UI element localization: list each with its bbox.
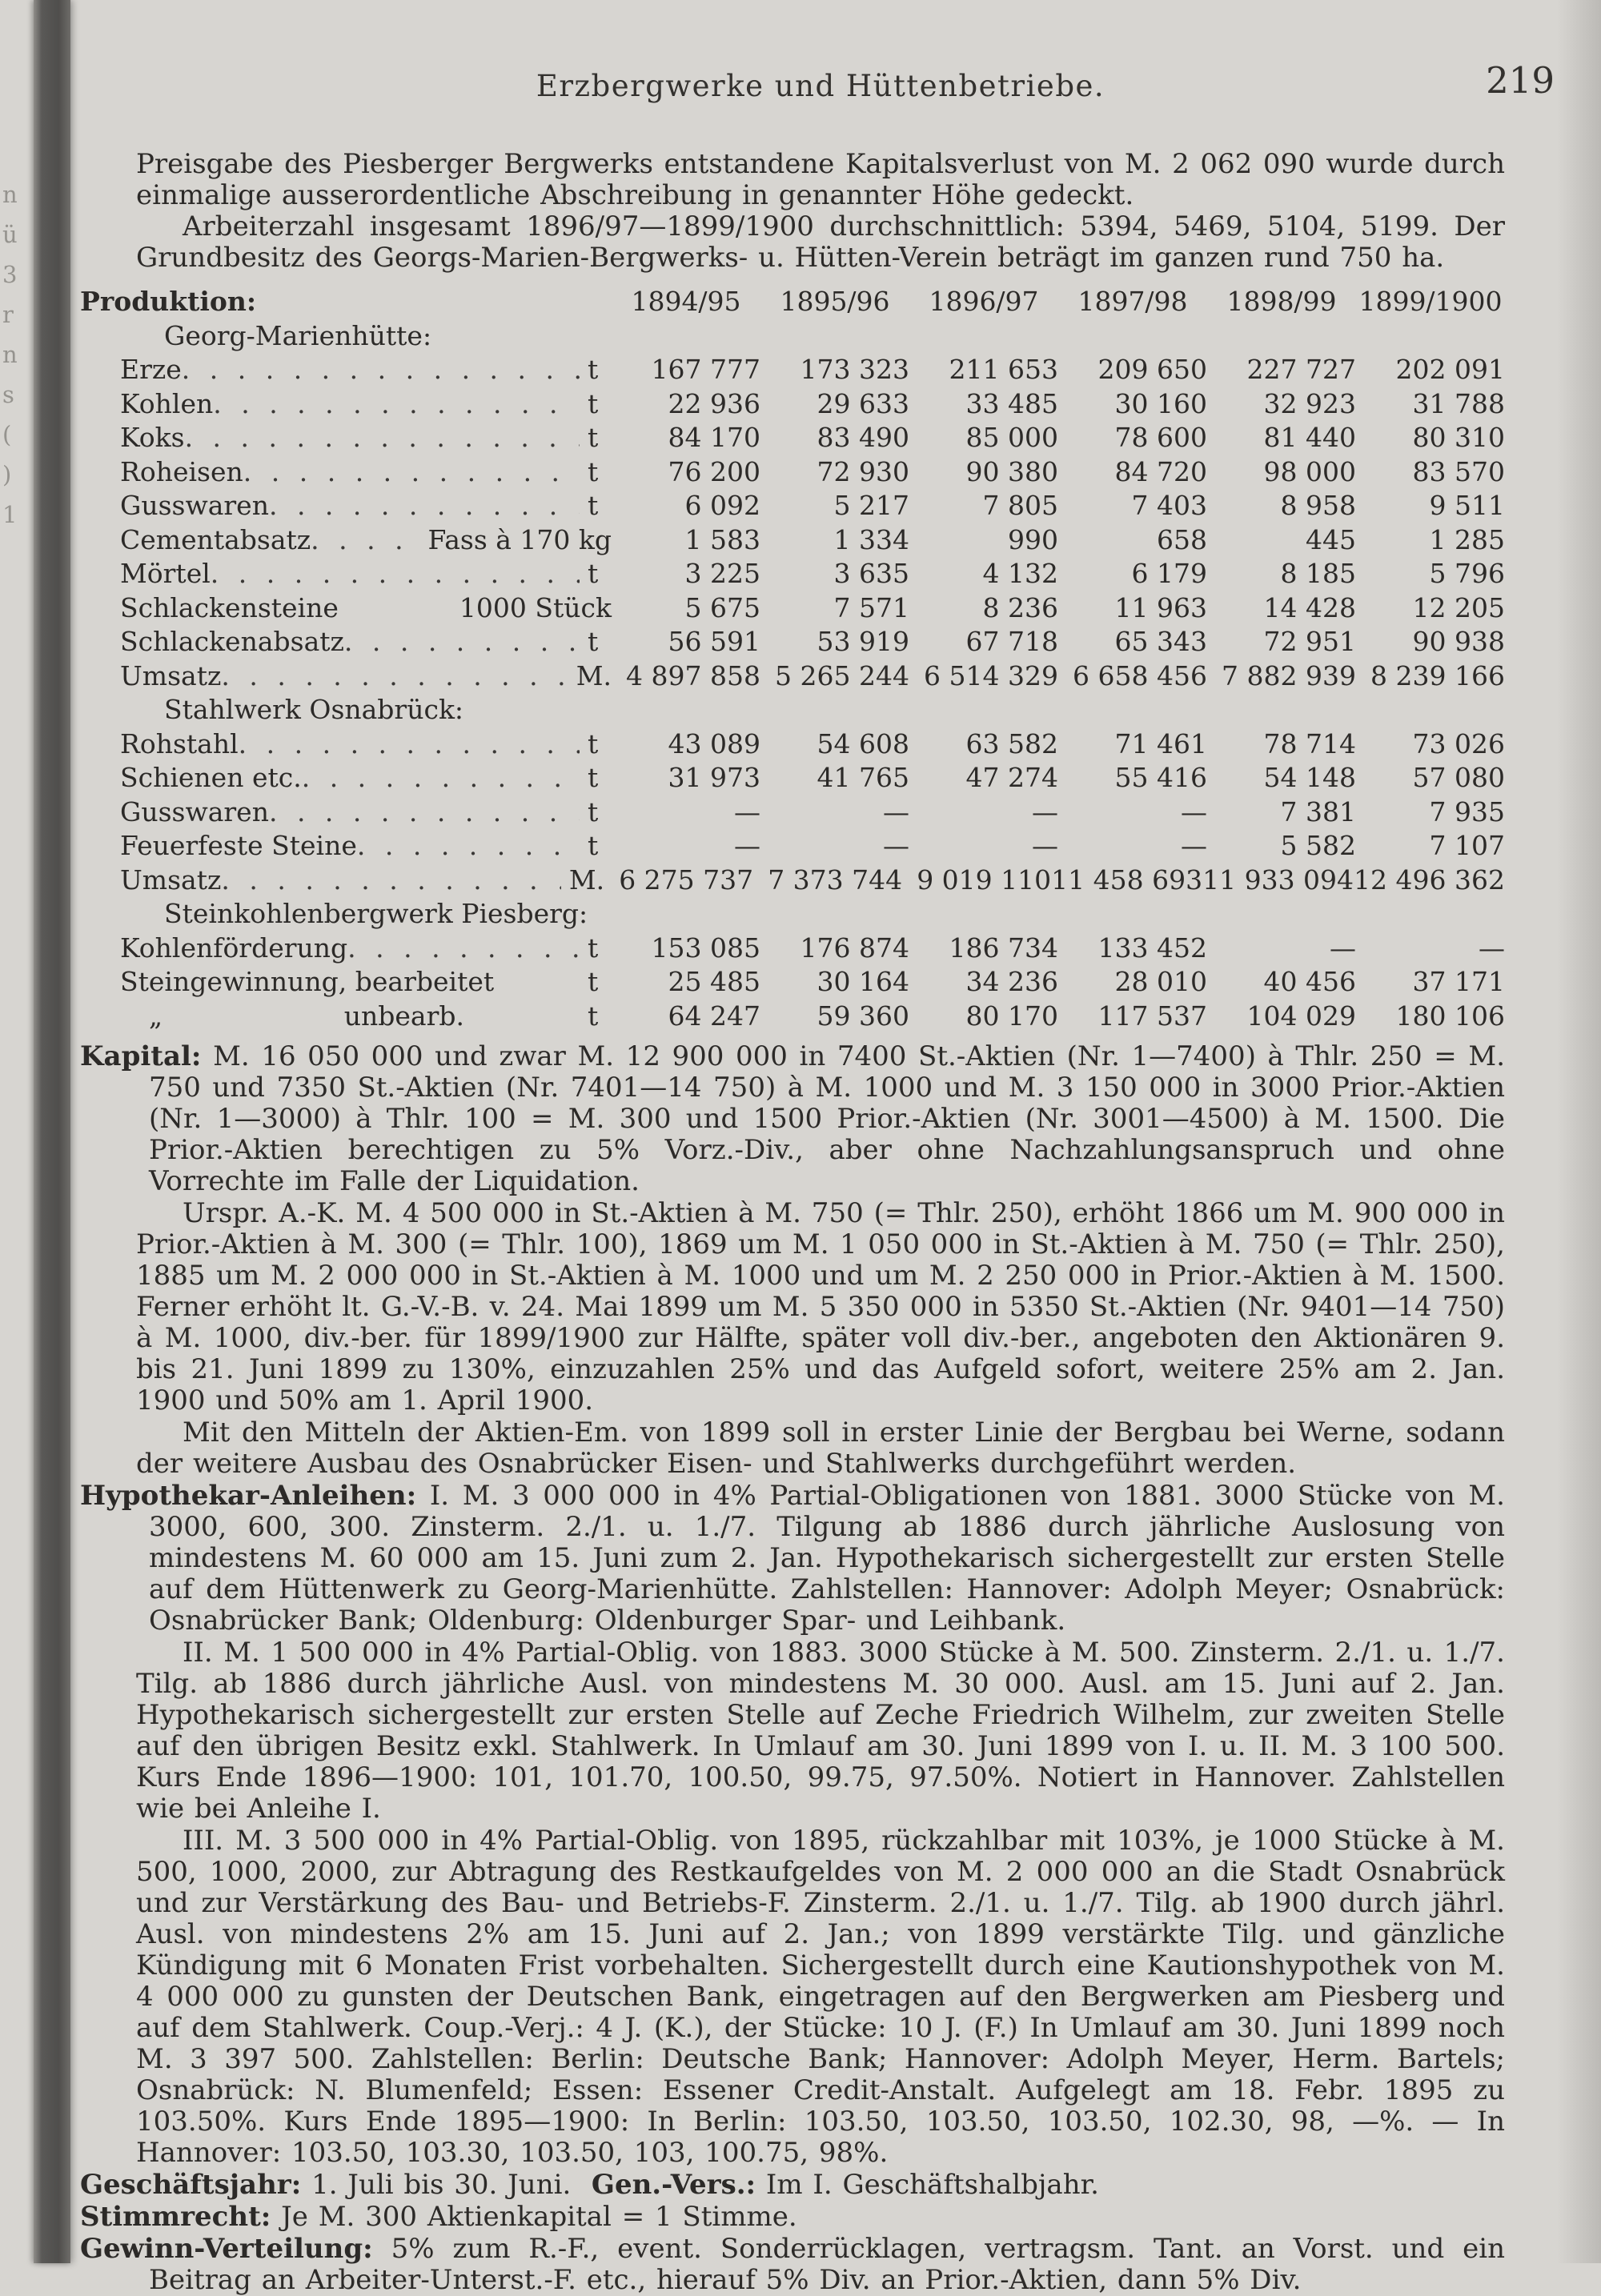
value-cell: 167 777 (651, 354, 760, 385)
value-cell: 11 963 (1114, 591, 1207, 623)
value-cell: 7 571 (833, 591, 909, 623)
value-cell: 29 633 (817, 387, 909, 419)
leader-dots (357, 829, 580, 864)
value-cell: 990 (1008, 523, 1058, 555)
gewinn-verteilung-paragraph (80, 2233, 1506, 2296)
value-cell: — (734, 795, 760, 827)
value-cell: 84 170 (668, 422, 760, 453)
value-cell: 658 (1157, 523, 1207, 555)
value-cell: 9 019 110 (917, 864, 1052, 896)
leader-dots (221, 659, 568, 694)
value-cell: 30 164 (817, 966, 909, 997)
row-label: Rohstahl (120, 727, 239, 759)
value-cell: 1 285 (1429, 523, 1505, 555)
leader-dots (302, 761, 580, 795)
value-cell: 176 874 (800, 932, 909, 964)
leader-dots (243, 455, 580, 490)
row-unit: t (588, 422, 599, 453)
row-unit: t (588, 558, 599, 589)
row-unit: t (588, 932, 599, 964)
row-unit: M. (576, 659, 612, 691)
row-label: Schienen etc. (120, 762, 302, 793)
value-cell: 30 160 (1114, 387, 1207, 419)
value-cell: — (883, 795, 909, 827)
year-header: 1897/98 (1077, 286, 1188, 317)
bleed-mark: ( (2, 421, 12, 448)
value-cell: 6 092 (684, 490, 760, 521)
value-cell: 1 583 (684, 523, 760, 555)
value-cell: 78 600 (1114, 422, 1207, 453)
row-unit: t (588, 626, 599, 657)
value-cell: 43 089 (668, 727, 760, 759)
value-cell: 8 236 (982, 591, 1058, 623)
hypothekar-label: Hypothekar-Anleihen: (80, 1480, 417, 1512)
leader-dots (185, 421, 580, 455)
value-cell: 117 537 (1097, 1000, 1207, 1032)
value-cell: 80 310 (1412, 422, 1505, 453)
leader-dots (211, 557, 580, 591)
value-cell: 54 148 (1263, 762, 1356, 793)
value-cell: — (1181, 830, 1207, 861)
value-cell: 7 381 (1280, 795, 1356, 827)
value-cell: 72 951 (1263, 626, 1356, 657)
table-row (120, 932, 1505, 966)
value-cell: — (883, 830, 909, 861)
hypothekar-anleihen-paragraph-3: III. M. 3 500 000 in 4% Partial-Oblig. von 1895, rückzahlbar mit 103%, je 1000 Stücke à M. 500, 1000, 2000, zur Abtragung des Restkaufgeldes von M. 2 000 000 an die Stadt Osnabrück und zur Verstärkung des Bau- und Betriebs-F. Zinsterm. 2./1. u. 1./7. Tilg. ab 1900 durch jährl. Ausl. von mindestens 2% am 15. Juni auf 2. Jan.; von 1899 verstärkte Tilg. und gänzliche Kündigung mit 6 Monaten Frist vorbehalten. Sichergestellt durch eine Kautionshypothek von M. 4 000 000 zu gunsten der Deutschen Bank, eingetragen auf den Bergwerken am Piesberg und auf dem Stahlwerk. Coup.-Verj.: 4 J. (K.), der Stücke: 10 J. (F.) In Umlauf am 30. Juni 1899 noch M. 3 397 500. Zahlstellen: Berlin: Deutsche Bank; Hannover: Adolph Meyer, Herm. Bartels; Osnabrück: N. Blumenfeld; Essen: Essener Credit-Anstalt. Aufgelegt am 18. Febr. 1895 zu 103.50%. Kurs Ende 1895—1900: In Berlin: 103.50, 103.50, 103.50, 102.30, 98, —%. — In Hannover: 103.50, 103.30, 103.50, 103, 100.75, 98%. (136, 1825, 1505, 2169)
value-cell: 11 933 094 (1202, 864, 1354, 896)
ditto-mark: „ (149, 1000, 163, 1032)
row-label: Steingewinnung, bearbeitet (120, 966, 495, 997)
page-bleedthrough-marks (2, 181, 30, 528)
value-cell: 209 650 (1097, 354, 1207, 385)
row-label-suffix: unbearb. (343, 1000, 464, 1032)
value-cell: 8 185 (1280, 558, 1356, 589)
row-label: Mörtel (120, 558, 211, 589)
value-cell: 56 591 (668, 626, 760, 657)
value-cell: 5 796 (1429, 558, 1505, 589)
value-cell: 14 428 (1263, 591, 1356, 623)
value-cell: 71 461 (1114, 727, 1207, 759)
value-cell: 104 029 (1246, 1000, 1356, 1032)
table-row (120, 523, 1505, 558)
bleed-mark: ) (2, 461, 12, 488)
value-cell: 83 490 (817, 422, 909, 453)
table-section-heading: Steinkohlenbergwerk Piesberg: (164, 898, 588, 929)
value-cell: — (1330, 932, 1356, 964)
table-row (120, 489, 1505, 523)
value-cell: 85 000 (965, 422, 1058, 453)
value-cell: 78 714 (1263, 727, 1356, 759)
binding-shadow-bar (34, 0, 70, 2263)
value-cell: 7 882 939 (1222, 659, 1356, 691)
row-label (120, 1000, 464, 1034)
row-unit: t (588, 354, 599, 385)
value-cell: 5 675 (684, 591, 760, 623)
genvers-text: Im I. Geschäftshalbjahr. (765, 2169, 1099, 2201)
value-cell: 81 440 (1263, 422, 1356, 453)
bleed-mark: 1 (2, 501, 18, 528)
value-cell: 7 805 (982, 490, 1058, 521)
row-unit: 1000 Stück (459, 591, 612, 623)
value-cell: 83 570 (1412, 455, 1505, 487)
row-unit: t (588, 727, 599, 759)
table-row (120, 965, 1505, 1000)
value-cell: 80 170 (965, 1000, 1058, 1032)
bleed-mark: 3 (2, 261, 18, 288)
stimmrecht-label: Stimmrecht: (80, 2201, 271, 2233)
row-label: Feuerfeste Steine (120, 830, 357, 861)
table-row (120, 455, 1505, 490)
value-cell: — (734, 830, 760, 861)
running-title: Erzbergwerke und Hüttenbetriebe. (536, 69, 1105, 103)
table-row (120, 829, 1505, 864)
row-unit: t (588, 1000, 599, 1032)
value-cell: 47 274 (965, 762, 1058, 793)
row-label: Gusswaren (120, 490, 269, 521)
value-cell: 6 179 (1131, 558, 1207, 589)
gewinn-verteilung-text: 5% zum R.-F., event. Sonderrücklagen, vertragsm. Tant. an Vorst. und ein Beitrag an Arbeiter-Unterst.-F. etc., hierauf 5% Div. an Prior.-Aktien, dann 5% Div. (149, 2233, 1506, 2296)
table-row (120, 421, 1505, 455)
value-cell: 3 225 (684, 558, 760, 589)
value-cell: 25 485 (668, 966, 760, 997)
table-row (120, 557, 1505, 591)
table-row (120, 625, 1505, 659)
row-unit: t (588, 455, 599, 487)
value-cell: 32 923 (1263, 387, 1356, 419)
leader-dots (213, 387, 580, 422)
value-cell: 5 265 244 (775, 659, 909, 691)
value-cell: 211 653 (949, 354, 1058, 385)
row-unit: t (588, 490, 599, 521)
year-header: 1894/95 (631, 286, 741, 317)
row-unit: t (588, 966, 599, 997)
page-number: 219 (1486, 59, 1555, 102)
kapital-paragraph (80, 1040, 1506, 1197)
kapital-text: M. 16 050 000 und zwar M. 12 900 000 in 7400 St.-Aktien (Nr. 1—7400) à Thlr. 250 = M. 750 und 7350 St.-Aktien (Nr. 7401—14 750) à M. 1000 und M. 3 150 000 in 3000 Prior.-Aktien (Nr. 1—3000) à Thlr. 100 = M. 300 und 1500 Prior.-Aktien (Nr. 3001—4500) à M. 1500. Die Prior.-Aktien berechtigen zu 5% Vorz.-Div., aber ohne Nachzahlungsanspruch und ohne Vorrechte im Falle der Liquidation. (149, 1040, 1506, 1197)
table-row (120, 727, 1505, 762)
hypothekar-anleihen-paragraph-1 (80, 1480, 1505, 1637)
geschaeftsjahr-paragraph (80, 2169, 1505, 2201)
value-cell: 59 360 (817, 1000, 909, 1032)
gewinn-verteilung-label: Gewinn-Verteilung: (80, 2233, 373, 2265)
row-unit: M. (568, 864, 605, 896)
value-cell: 31 973 (668, 762, 760, 793)
row-label: Cementabsatz (120, 523, 311, 555)
row-label: Umsatz (120, 659, 222, 691)
kapital-label: Kapital: (80, 1040, 202, 1072)
value-cell: 41 765 (817, 762, 909, 793)
value-cell: 202 091 (1395, 354, 1505, 385)
value-cell: 84 720 (1114, 455, 1207, 487)
value-cell: 90 380 (965, 455, 1058, 487)
row-label: Umsatz (120, 864, 222, 896)
genvers-label: Gen.-Vers.: (591, 2169, 756, 2201)
value-cell: 6 514 329 (924, 659, 1058, 691)
table-header-row (80, 285, 1505, 319)
row-label: Roheisen (120, 455, 243, 487)
page-header (136, 48, 1555, 122)
value-cell: 186 734 (949, 932, 1058, 964)
value-cell: 57 080 (1412, 762, 1505, 793)
intro-paragraph-2: Arbeiterzahl insgesamt 1896/97—1899/1900 durchschnittlich: 5394, 5469, 5104, 5199. Der Grundbesitz des Georgs-Marien-Bergwerks- u. Hütten-Verein beträgt im ganzen rund 750 ha. (136, 210, 1505, 274)
row-label: Kohlen (120, 387, 214, 419)
value-cell: 55 416 (1114, 762, 1207, 793)
row-label: Schlackensteine (120, 591, 339, 623)
year-header: 1899/1900 (1358, 286, 1503, 317)
value-cell: — (1032, 830, 1058, 861)
value-cell: — (1479, 932, 1505, 964)
row-unit: t (588, 387, 599, 419)
table-row (120, 387, 1505, 422)
table-row (120, 1000, 1505, 1034)
value-cell: 12 205 (1412, 591, 1505, 623)
row-unit: t (588, 795, 599, 827)
value-cell: 6 275 737 (619, 864, 754, 896)
year-header: 1895/96 (780, 286, 890, 317)
value-cell: 8 239 166 (1370, 659, 1505, 691)
leader-dots (182, 353, 580, 387)
value-cell: 6 658 456 (1073, 659, 1207, 691)
value-cell: 4 897 858 (626, 659, 760, 691)
value-cell: 5 217 (833, 490, 909, 521)
table-section-heading: Stahlwerk Osnabrück: (164, 694, 464, 725)
geschaeftsjahr-label: Geschäftsjahr: (80, 2169, 302, 2201)
value-cell: 227 727 (1246, 354, 1356, 385)
table-row (120, 591, 1505, 626)
value-cell: 7 373 744 (768, 864, 903, 896)
value-cell: 22 936 (668, 387, 760, 419)
value-cell: 73 026 (1412, 727, 1505, 759)
value-cell: 12 496 362 (1354, 864, 1505, 896)
page-content (80, 48, 1555, 2296)
geschaeftsjahr-text: 1. Juli bis 30. Juni. (311, 2169, 572, 2201)
value-cell: 65 343 (1114, 626, 1207, 657)
intro-paragraph-1: Preisgabe des Piesberger Bergwerks entstandene Kapitalsverlust von M. 2 062 090 wurde durch einmalige ausserordentliche Abschreibung in genannter Höhe gedeckt. (136, 148, 1505, 211)
table-section-heading: Georg-Marienhütte: (164, 319, 432, 351)
value-cell: 7 107 (1429, 830, 1505, 861)
row-unit: Fass à 170 kg (427, 523, 612, 555)
value-cell: 7 935 (1429, 795, 1505, 827)
bleed-mark: n (2, 181, 18, 208)
row-label: Erze (120, 354, 182, 385)
hypothekar-anleihen-paragraph-2: II. M. 1 500 000 in 4% Partial-Oblig. von 1883. 3000 Stücke à M. 500. Zinsterm. 2./1. u. 1./7. Tilg. ab 1886 durch jährliche Ausl. von mindestens M. 30 000. Ausl. am 15. Juni auf 2. Jan. Hypothekarisch sichergestellt zur ersten Stelle auf Zeche Friedrich Wilhelm, zur zweiten Stelle auf den übrigen Besitz exkl. Stahlwerk. In Umlauf am 30. Juni 1899 von I. u. II. M. 3 100 500. Kurs Ende 1896—1900: 101, 101.70, 100.50, 99.75, 97.50%. Notiert in Hannover. Zahlstellen wie bei Anleihe I. (136, 1637, 1505, 1825)
urspr-paragraph: Urspr. A.-K. M. 4 500 000 in St.-Aktien à M. 750 (= Thlr. 250), erhöht 1866 um M. 900 000 in Prior.-Aktien à M. 300 (= Thlr. 100), 1869 um M. 1 050 000 in St.-Aktien à M. 750 (= Thlr. 250), 1885 um M. 2 000 000 in St.-Aktien à M. 1000 und um M. 2 250 000 in Prior.-Aktien à M. 1500. Ferner erhöht lt. G.-V.-B. v. 24. Mai 1899 um M. 5 350 000 in 5350 St.-Aktien (Nr. 9401—14 750) à M. 1000, div.-ber. für 1899/1900 zur Hälfte, später voll div.-ber., angeboten den Aktionären 9. bis 21. Juni 1899 zu 130%, einzuzahlen 25% und das Aufgeld sofort, weitere 25% am 2. Jan. 1900 und 50% am 1. April 1900. (136, 1197, 1505, 1416)
value-cell: 54 608 (817, 727, 909, 759)
value-cell: 34 236 (965, 966, 1058, 997)
value-cell: 63 582 (965, 727, 1058, 759)
leader-dots (269, 489, 580, 523)
table-row (120, 864, 1505, 898)
value-cell: 33 485 (965, 387, 1058, 419)
text-sections (80, 1040, 1506, 2296)
value-cell: 37 171 (1412, 966, 1505, 997)
value-cell: 133 452 (1097, 932, 1207, 964)
table-row (120, 659, 1505, 694)
value-cell: 98 000 (1263, 455, 1356, 487)
bleed-mark: ü (2, 221, 18, 248)
row-label: Schlackenabsatz (120, 626, 344, 657)
leader-dots (311, 523, 419, 558)
value-cell: 11 458 693 (1051, 864, 1203, 896)
value-cell: 180 106 (1395, 1000, 1505, 1032)
value-cell: 72 930 (817, 455, 909, 487)
leader-dots (221, 864, 560, 898)
stimmrecht-text: Je M. 300 Aktienkapital = 1 Stimme. (281, 2201, 797, 2233)
value-cell: 4 132 (982, 558, 1058, 589)
bleed-mark: r (2, 301, 14, 328)
leader-dots (347, 932, 580, 966)
leader-dots (269, 795, 580, 830)
table-row (120, 761, 1505, 795)
year-header: 1898/99 (1226, 286, 1337, 317)
table-row (120, 353, 1505, 387)
value-cell: — (1032, 795, 1058, 827)
bleed-mark: s (2, 381, 14, 408)
value-cell: 3 635 (833, 558, 909, 589)
value-cell: 445 (1306, 523, 1356, 555)
value-cell: 173 323 (800, 354, 909, 385)
production-table (80, 285, 1505, 1033)
year-header: 1896/97 (929, 286, 1039, 317)
value-cell: 1 334 (833, 523, 909, 555)
row-unit: t (588, 762, 599, 793)
value-cell: 40 456 (1263, 966, 1356, 997)
hypothekar-text-1: I. M. 3 000 000 in 4% Partial-Obligationen von 1881. 3000 Stücke von M. 3000, 600, 300. Zinsterm. 2./1. u. 1./7. Tilgung ab 1886 durch jährliche Auslosung von mindestens M. 60 000 am 15. Juni zum 2. Jan. Hypothekarisch sichergestellt zur ersten Stelle auf dem Hüttenwerk zu Georg-Marienhütte. Zahlstellen: Hannover: Adolph Meyer; Osnabrück: Osnabrücker Bank; Oldenburg: Oldenburger Spar- und Leihbank. (149, 1480, 1505, 1637)
production-label: Produktion: (80, 286, 257, 317)
value-cell: 8 958 (1280, 490, 1356, 521)
table-row (120, 795, 1505, 830)
value-cell: 76 200 (668, 455, 760, 487)
row-label: Kohlenförderung (120, 932, 348, 964)
value-cell: 31 788 (1412, 387, 1505, 419)
stimmrecht-paragraph (80, 2201, 1505, 2233)
value-cell: 153 085 (651, 932, 760, 964)
leader-dots (239, 727, 580, 762)
value-cell: 53 919 (817, 626, 909, 657)
row-label: Gusswaren (120, 795, 269, 827)
value-cell: 90 938 (1412, 626, 1505, 657)
value-cell: 67 718 (965, 626, 1058, 657)
value-cell: — (1181, 795, 1207, 827)
row-label: Koks (120, 422, 185, 453)
value-cell: 9 511 (1429, 490, 1505, 521)
value-cell: 5 582 (1280, 830, 1356, 861)
bleed-mark: n (2, 341, 18, 368)
value-cell: 64 247 (668, 1000, 760, 1032)
leader-dots (344, 625, 580, 659)
mittel-paragraph: Mit den Mitteln der Aktien-Em. von 1899 soll in erster Linie der Bergbau bei Werne, sodann der weitere Ausbau des Osnabrücker Eisen- und Stahlwerks durchgeführt werden. (136, 1416, 1505, 1480)
value-cell: 7 403 (1131, 490, 1207, 521)
row-unit: t (588, 830, 599, 861)
value-cell: 28 010 (1114, 966, 1207, 997)
